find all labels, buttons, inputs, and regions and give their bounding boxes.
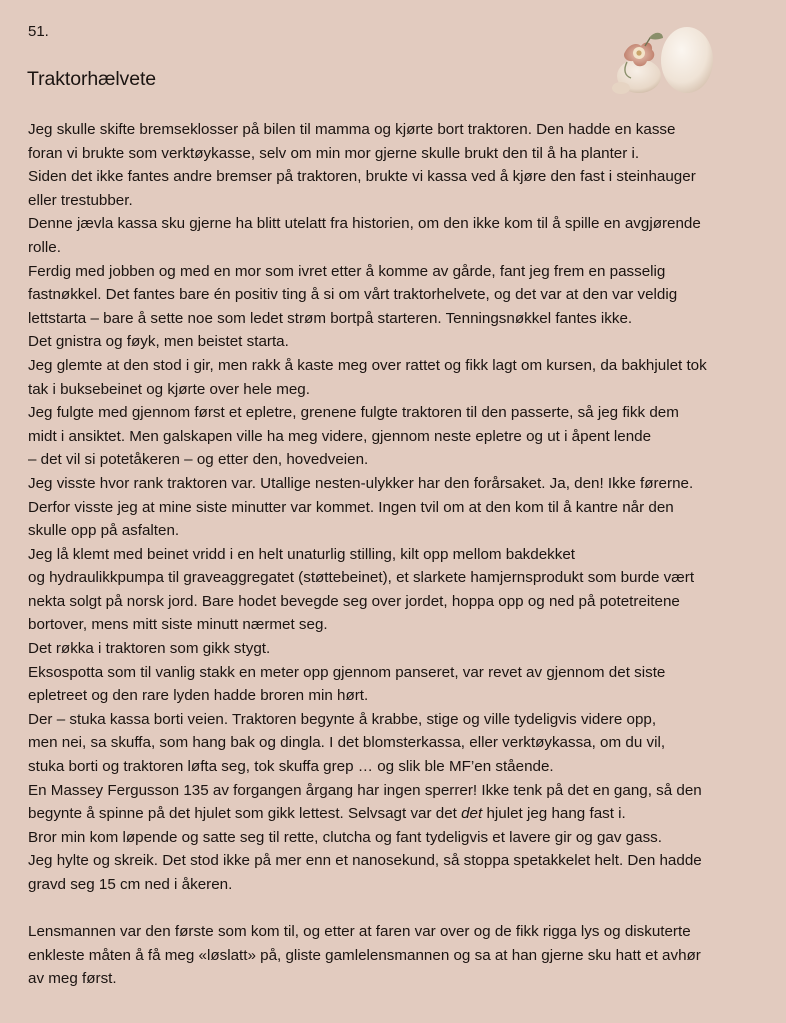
text-line: Derfor visste jeg at mine siste minutter var kommet. Ingen tvil om at den kom til å kantre når den (28, 498, 674, 516)
text-line: enkleste måten å få meg «løslatt» på, gliste gamlelensmannen og sa at han gjerne sku hatt et avhør (28, 946, 701, 964)
emphasis-word: det (461, 805, 483, 823)
text-line: Eksospotta som til vanlig stakk en meter opp gjennom panseret, var revet av gjennom det siste (28, 663, 666, 681)
text-line: Jeg visste hvor rank traktoren var. Utallige nesten-ulykker har den forårsaket. Ja, den! Ikke førerne. (28, 474, 694, 492)
text-line: foran vi brukte som verktøykasse, selv om min mor gjerne skulle brukt den til å ha planter i. (28, 144, 640, 162)
text-line: midt i ansiktet. Men galskapen ville ha meg videre, gjennom neste epletre og ut i åpent lende (28, 427, 652, 445)
text-line: fastnøkkel. Det fantes bare én positiv ting å si om vårt traktorhelvete, og det var at den var veldig (28, 286, 678, 304)
text-line: eller trestubber. (28, 191, 133, 209)
text-line: og hydraulikkpumpa til graveaggregatet (støttebeinet), et slarkete hamjernsprodukt som burde vært (28, 569, 695, 587)
text-line: Ferdig med jobben og med en mor som ivret etter å komme av gårde, fant jeg frem en passelig (28, 262, 666, 280)
text-line-italic (28, 802, 773, 826)
chapter-title: Traktorhælvete (27, 68, 157, 90)
text-line: Der – stuka kassa borti veien. Traktoren begynte å krabbe, stige og ville tydeligvis videre opp, (28, 710, 657, 728)
text-line: tak i buksebeinet og kjørte over hele meg. (28, 380, 310, 398)
text-line: Jeg glemte at den stod i gir, men rakk å kaste meg over rattet og fikk lagt om kursen, da bakhjulet tok (28, 356, 707, 374)
paragraph-gap (28, 897, 773, 921)
text-line: bortover, mens mitt siste minutt nærmet seg. (28, 616, 328, 634)
text-line: En Massey Fergusson 135 av forgangen årgang har ingen sperrer! Ikke tenk på det en gang, så den (28, 781, 702, 799)
text-line: Lensmannen var den første som kom til, og etter at faren var over og de fikk rigga lys og diskuterte (28, 923, 691, 941)
story-body (28, 118, 773, 991)
text-line: Siden det ikke fantes andre bremser på traktoren, brukte vi kassa ved å kjøre den fast i steinhauger (28, 168, 696, 186)
text-line: men nei, sa skuffa, som hang bak og dingla. I det blomsterkassa, eller verktøykassa, om du vil, (28, 734, 666, 752)
text-segment: begynte å spinne på det hjulet som gikk lettest. Selvsagt var det (28, 805, 462, 823)
text-line: gravd seg 15 cm ned i åkeren. (28, 876, 233, 893)
text-line: Jeg hylte og skreik. Det stod ikke på mer enn et nanosekund, så stoppa spetakkelet helt. Den hadde (28, 852, 702, 870)
text-line: Det gnistra og føyk, men beistet starta. (28, 333, 289, 351)
text-line: lettstarta – bare å sette noe som ledet strøm bortpå starteren. Tenningsnøkkel fantes ikke. (28, 309, 633, 327)
text-line: – det vil si potetåkeren – og etter den, hovedveien. (28, 451, 369, 469)
text-line: stuka borti og traktoren løfta seg, tok skuffa grep … og slik ble MF’en stående. (28, 758, 554, 776)
text-line: epletreet og den rare lyden hadde broren min hørt. (28, 687, 369, 705)
text-line: skulle opp på asfalten. (28, 522, 180, 540)
stones-flower-icon (605, 16, 715, 100)
page-number: 51. (28, 23, 49, 40)
text-line: Jeg fulgte med gjennom først et epletre, grenene fulgte traktoren til den passerte, så jeg fikk dem (28, 404, 679, 422)
text-line: Det røkka i traktoren som gikk stygt. (28, 640, 271, 658)
text-line: av meg først. (28, 970, 117, 988)
paragraph-2 (28, 920, 773, 991)
text-line: Bror min kom løpende og satte seg til rette, clutcha og fant tydeligvis et lavere gir og gav gass. (28, 828, 662, 846)
text-line: nekta solgt på norsk jord. Bare hodet bevegde seg over jordet, hoppa opp og ned på potetreitene (28, 592, 680, 610)
text-line: Jeg lå klemt med beinet vridd i en helt unaturlig stilling, kilt opp mellom bakdekket (28, 545, 576, 563)
text-segment: hjulet jeg hang fast i. (482, 805, 626, 823)
text-line: Jeg skulle skifte bremseklosser på bilen til mamma og kjørte bort traktoren. Den hadde en kasse (28, 121, 676, 138)
paragraph-1 (28, 118, 773, 802)
text-line: rolle. (28, 238, 61, 256)
text-line: Denne jævla kassa sku gjerne ha blitt utelatt fra historien, om den ikke kom til å spille en avgjørende (28, 215, 701, 233)
paragraph-1-end (28, 826, 773, 897)
